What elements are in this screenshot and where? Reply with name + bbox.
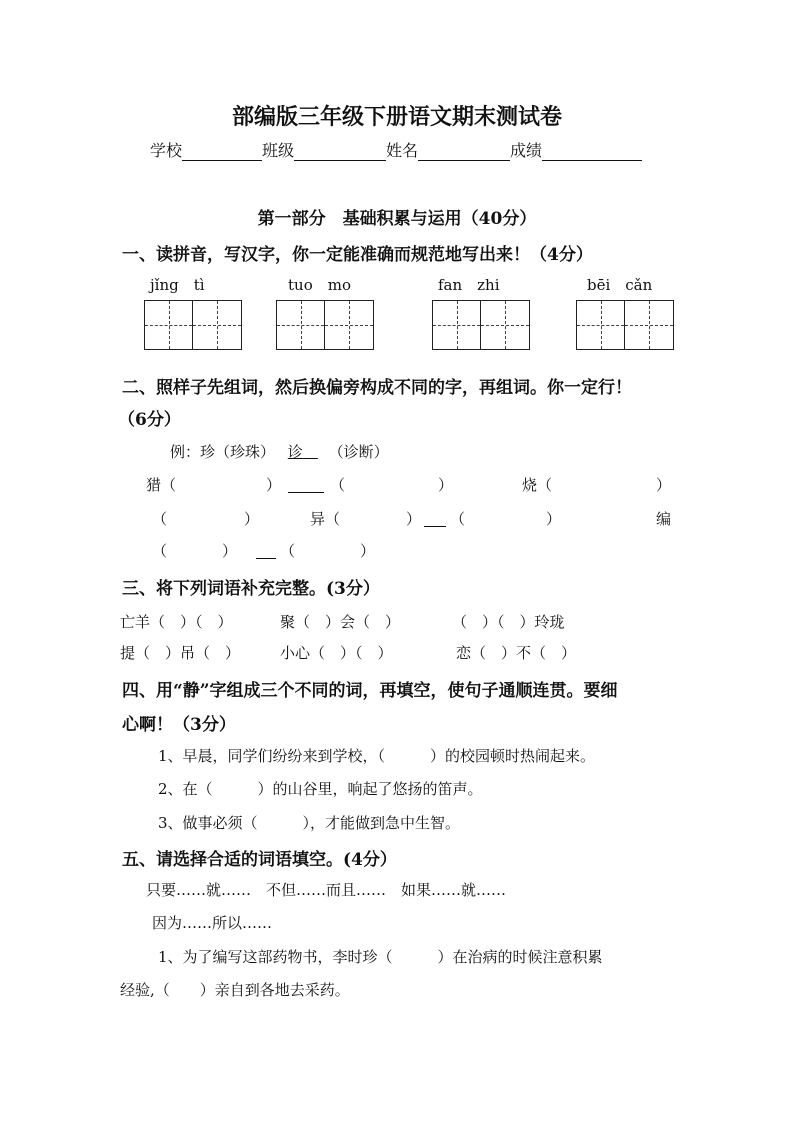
q3-idiom-2: 聚（ ）会（ ） bbox=[280, 613, 401, 631]
class-label: 班级 bbox=[262, 141, 295, 160]
q5-sentence-1a: 1、为了编写这部药物书，李时珍（ ）在治病的时候注意积累 bbox=[158, 948, 603, 966]
grid-cell[interactable] bbox=[277, 301, 325, 349]
paren-open: （ bbox=[152, 510, 168, 528]
paren-close: ） bbox=[406, 510, 422, 528]
example-text-post: （诊断） bbox=[328, 443, 389, 461]
paren-close: ） bbox=[222, 542, 238, 560]
score-blank[interactable] bbox=[542, 142, 642, 161]
q3-idiom-6: 恋（ ）不（ ） bbox=[456, 644, 577, 662]
q4-sentence-3: 3、做事必须（ ），才能做到急中生智。 bbox=[158, 814, 461, 832]
student-info-line bbox=[150, 138, 642, 161]
score-label: 成绩 bbox=[510, 141, 543, 160]
q1-pinyin-1: jǐng tì bbox=[150, 276, 205, 294]
q1-pinyin-3: fan zhi bbox=[438, 276, 500, 294]
q3-idiom-3: （ ）（ ）玲珑 bbox=[452, 613, 565, 631]
paren-close: ） bbox=[360, 542, 376, 560]
paren-close: ） bbox=[656, 476, 672, 494]
q2-line-2[interactable] bbox=[424, 508, 446, 527]
school-blank[interactable] bbox=[182, 142, 262, 161]
grid-cell[interactable] bbox=[325, 301, 373, 349]
q3-idiom-5: 小心（ ）（ ） bbox=[280, 644, 393, 662]
page-title: 部编版三年级下册语文期末测试卷 bbox=[231, 104, 562, 130]
q4-heading-line1: 四、用“静”字组成三个不同的词，再填空，使句子通顺连贯。要细 bbox=[122, 681, 618, 701]
q3-idiom-1: 亡羊（ ）（ ） bbox=[120, 613, 233, 631]
q1-writing-grid-1[interactable] bbox=[144, 300, 242, 350]
grid-cell[interactable] bbox=[625, 301, 673, 349]
paren-close: ） bbox=[438, 476, 454, 494]
q2-score: （6分） bbox=[118, 410, 181, 430]
q5-options-line2: 因为……所以…… bbox=[152, 914, 273, 932]
q2-line-1[interactable] bbox=[288, 474, 324, 493]
q1-writing-grid-3[interactable] bbox=[432, 300, 530, 350]
paren-close: ） bbox=[546, 510, 562, 528]
q4-sentence-2: 2、在（ ）的山谷里，响起了悠扬的笛声。 bbox=[158, 780, 483, 798]
q1-writing-grid-4[interactable] bbox=[576, 300, 674, 350]
q3-heading: 三、将下列词语补充完整。(3分） bbox=[122, 579, 380, 599]
q1-pinyin-2: tuo mo bbox=[288, 276, 351, 294]
q2-item-bian: 编 bbox=[656, 510, 672, 528]
grid-cell[interactable] bbox=[145, 301, 193, 349]
name-label: 姓名 bbox=[386, 141, 419, 160]
q1-heading: 一、读拼音，写汉字，你一定能准确而规范地写出来！（4分） bbox=[122, 245, 593, 265]
part-one-heading: 第一部分 基础积累与运用（40分） bbox=[257, 209, 537, 229]
q1-pinyin-4: bēi cǎn bbox=[587, 276, 653, 294]
q4-heading-line2: 心啊！（3分） bbox=[122, 715, 236, 735]
q5-sentence-1b: 经验,（ ）亲自到各地去采药。 bbox=[120, 981, 350, 999]
q3-idiom-4: 提（ ）吊（ ） bbox=[120, 644, 241, 662]
q4-sentence-1: 1、早晨，同学们纷纷来到学校，（ ）的校园顿时热闹起来。 bbox=[158, 747, 596, 765]
paren-open: （ bbox=[330, 476, 346, 494]
grid-cell[interactable] bbox=[433, 301, 481, 349]
example-word: 诊 bbox=[287, 443, 303, 461]
q5-options-line1: 只要……就…… 不但……而且…… 如果……就…… bbox=[146, 881, 507, 899]
q2-example bbox=[170, 441, 389, 462]
school-label: 学校 bbox=[150, 141, 183, 160]
grid-cell[interactable] bbox=[577, 301, 625, 349]
paren-close: ） bbox=[244, 510, 260, 528]
q2-line-3[interactable] bbox=[256, 540, 276, 559]
grid-cell[interactable] bbox=[193, 301, 241, 349]
q1-writing-grid-2[interactable] bbox=[276, 300, 374, 350]
q5-heading: 五、请选择合适的词语填空。(4分） bbox=[122, 850, 397, 870]
q2-heading: 二、照样子先组词，然后换偏旁构成不同的字，再组词。你一定行！ bbox=[122, 378, 632, 398]
q2-item-yi: 异（ bbox=[310, 510, 341, 528]
paren-open: （ bbox=[152, 542, 168, 560]
q2-item-lie: 猎（ bbox=[146, 476, 177, 494]
class-blank[interactable] bbox=[294, 142, 386, 161]
paren-open: （ bbox=[280, 542, 296, 560]
paren-close: ） bbox=[266, 476, 282, 494]
name-blank[interactable] bbox=[418, 142, 510, 161]
grid-cell[interactable] bbox=[481, 301, 529, 349]
paren-open: （ bbox=[450, 510, 466, 528]
q2-item-shao: 烧（ bbox=[522, 476, 553, 494]
example-text: 例：珍（珍珠） bbox=[170, 443, 276, 461]
